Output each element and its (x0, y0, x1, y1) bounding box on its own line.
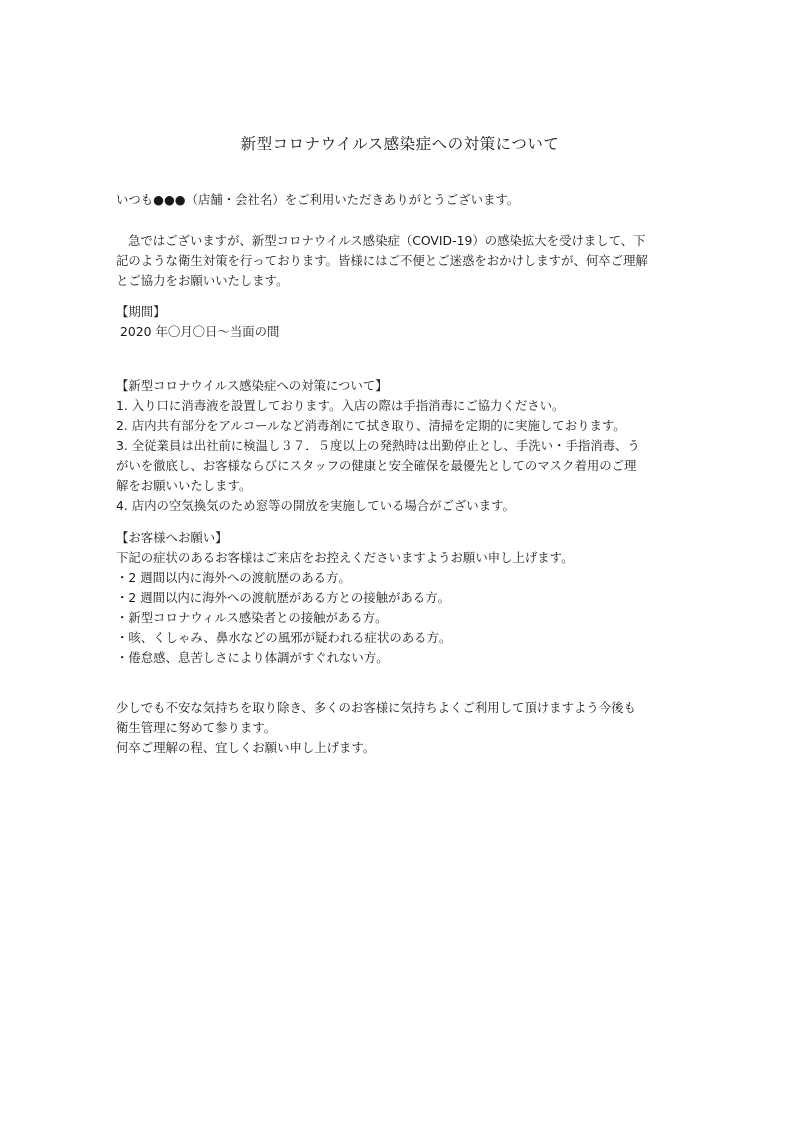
closing-line: 少しでも不安な気持ちを取り除き、多くのお客様に気持ちよくご利用して頂けますよう今後も (116, 700, 636, 715)
closing-line: 衛生管理に努めて参ります。 (116, 720, 277, 735)
intro-paragraph (116, 231, 688, 291)
greeting-paragraph (116, 190, 688, 210)
intro-line: 急ではございますが、新型コロナウイルス感染症（COVID-19）の感染拡大を受けまして、下 (128, 233, 646, 248)
measure-item: 2. 店内共有部分をアルコールなど消毒剤にて拭き取り、清掃を定期的に実施しております。 (116, 418, 626, 433)
request-item: ・2 週間以内に海外への渡航歴がある方との接触がある方。 (116, 590, 450, 605)
closing-paragraph (116, 698, 688, 758)
greeting-text: いつも●●●（店舗・会社名）をご利用いただきありがとうございます。 (116, 192, 520, 207)
document-title: 新型コロナウイルス感染症への対策について (240, 135, 560, 153)
requests-heading: 【お客様へお願い】 (116, 530, 228, 545)
measures-section (116, 376, 688, 516)
measure-item: 4. 店内の空気換気のため窓等の開放を実施している場合がございます。 (116, 498, 515, 513)
measure-item-continuation: がいを徹底し、お客様ならびにスタッフの健康と安全確保を最優先としてのマスク着用のご理 (116, 458, 637, 473)
requests-lead: 下記の症状のあるお客様はご来店をお控えくださいますようお願い申し上げます。 (116, 550, 574, 565)
request-item: ・咳、くしゃみ、鼻水などの風邪が疑われる症状のある方。 (116, 630, 452, 645)
measure-item: 3. 全従業員は出社前に検温し３７．５度以上の発熱時は出勤停止とし、手洗い・手指消毒、う (116, 438, 640, 453)
period-heading: 【期間】 (116, 304, 166, 319)
request-item: ・2 週間以内に海外への渡航歴のある方。 (116, 570, 351, 585)
requests-section (116, 528, 688, 668)
period-value: 2020 年〇月〇日～当面の間 (120, 324, 280, 339)
request-item: ・新型コロナウィルス感染者との接触がある方。 (116, 610, 388, 625)
request-item: ・倦怠感、息苦しさにより体調がすぐれない方。 (116, 650, 389, 665)
period-section (116, 302, 688, 342)
measure-item: 1. 入り口に消毒液を設置しております。入店の際は手指消毒にご協力ください。 (116, 398, 565, 413)
intro-line: とご協力をお願いいたします。 (116, 273, 289, 288)
measures-heading: 【新型コロナウイルス感染症への対策について】 (116, 378, 388, 393)
measure-item-continuation: 解をお願いいたします。 (116, 478, 252, 493)
intro-line: 記のような衛生対策を行っております。皆様にはご不便とご迷惑をおかけしますが、何卒ご理解 (116, 253, 648, 268)
closing-line: 何卒ご理解の程、宜しくお願い申し上げます。 (116, 740, 376, 755)
